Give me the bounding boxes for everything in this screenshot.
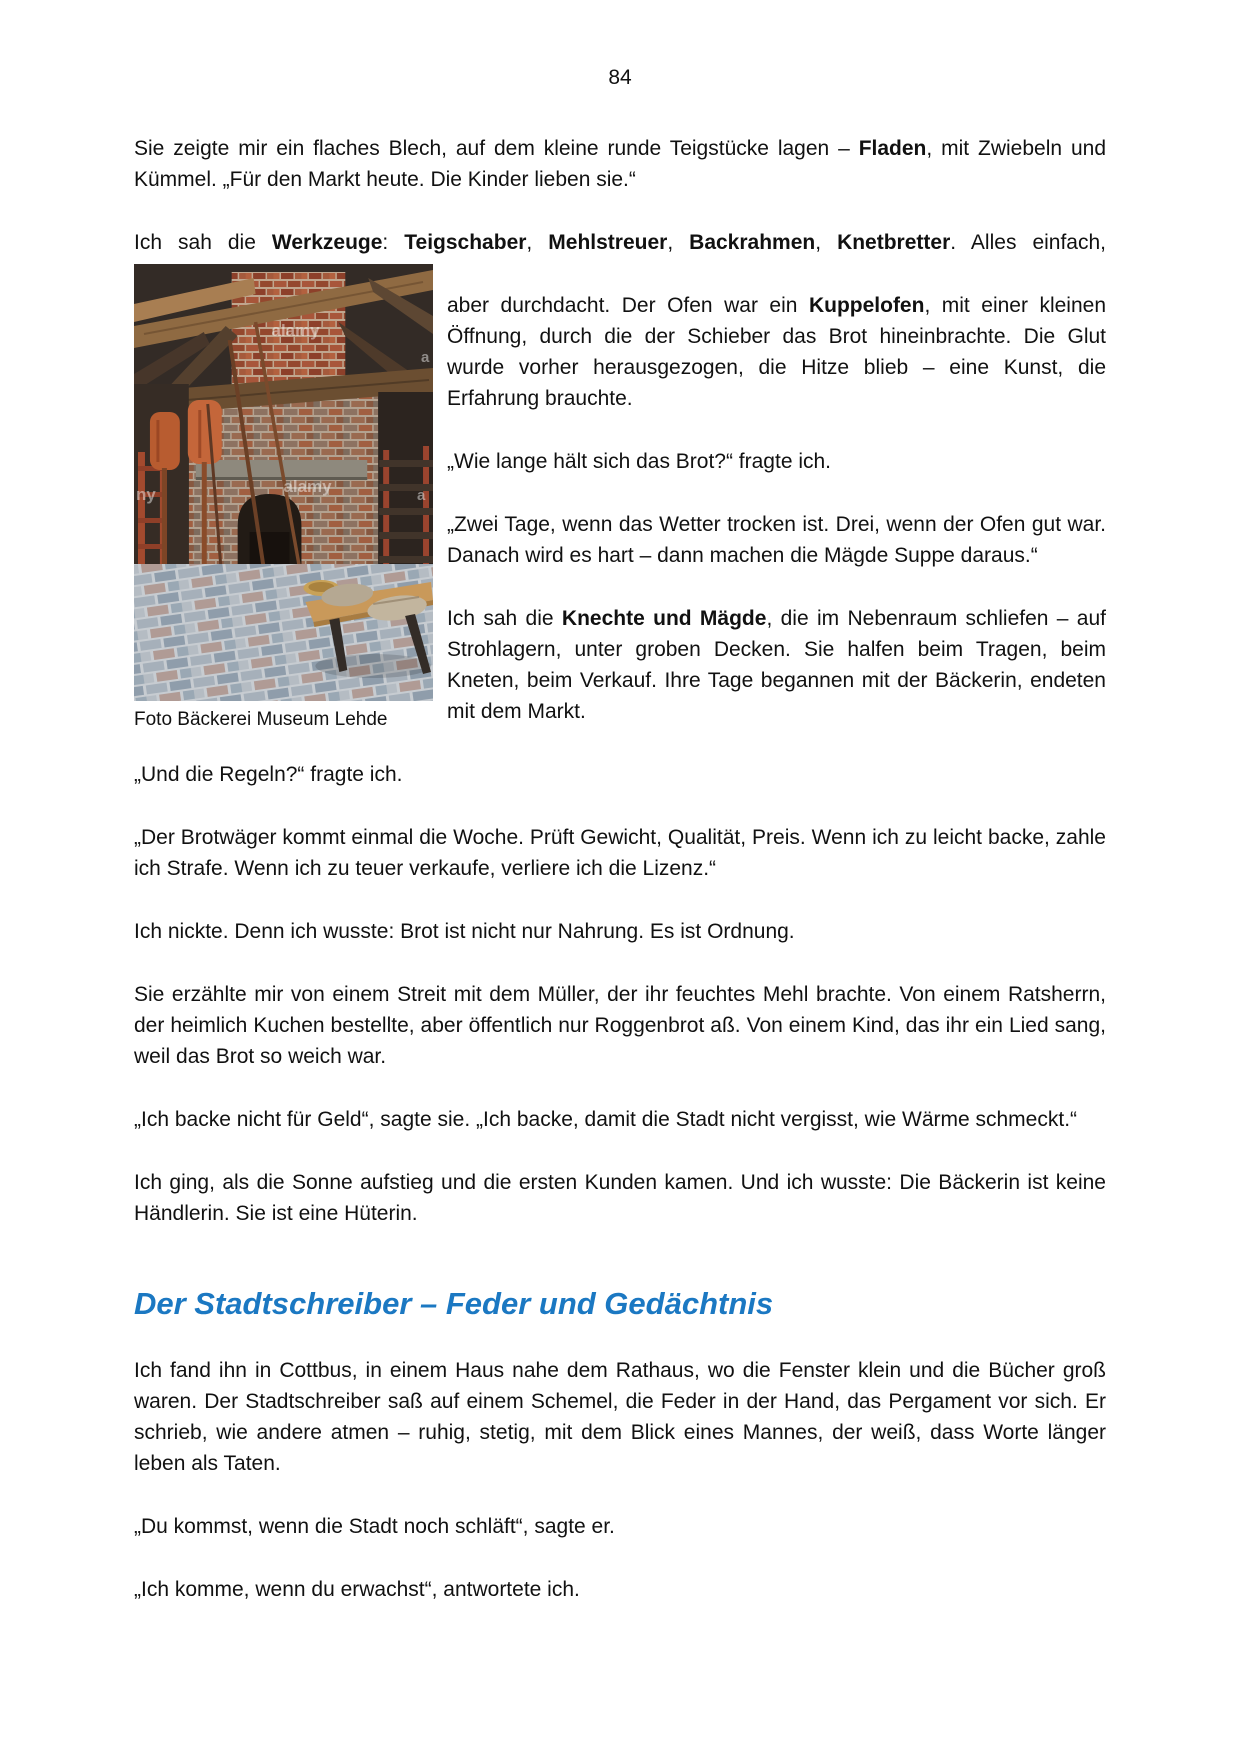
paragraph-brotwaeger: „Der Brotwäger kommt einmal die Woche. Prüft Gewicht, Qualität, Preis. Wenn ich zu leicht backe, zahle ich Strafe. Wenn ich zu teuer verkaufe, verliere ich die Lizenz.“ [134,826,1106,880]
paragraph-hueterin: Ich ging, als die Sonne aufstieg und die ersten Kunden kamen. Und ich wusste: Die Bäckerin ist keine Händlerin. Sie ist eine Hüterin. [134,1171,1106,1225]
watermark-letter: a [421,348,430,367]
paragraph-fladen: Sie zeigte mir ein flaches Blech, auf dem kleine runde Teigstücke lagen – Fladen, mit Zwiebeln und Kümmel. „Für den Markt heute. Die Kinder lieben sie.“ [134,137,1106,191]
watermark-letter: a [417,486,426,505]
paragraph-ich-komme: „Ich komme, wenn du erwachst“, antwortete ich. [134,1578,580,1601]
left-ladder-rack [134,384,189,569]
paragraph-zwei-tage: „Zwei Tage, wenn das Wetter trocken ist. Drei, wenn der Ofen gut war. Danach wird es hart – dann machen die Mägde Suppe daraus.“ [447,513,1106,567]
bakery-museum-photo [134,264,433,701]
paragraph-nicht-fuer-geld: „Ich backe nicht für Geld“, sagte sie. „Ich backe, damit die Stadt nicht vergisst, wie Wärme schmeckt.“ [134,1108,1078,1131]
watermark-partial: ny [135,484,156,505]
paragraph-kuppelofen: aber durchdacht. Der Ofen war ein Kuppelofen, mit einer kleinen Öffnung, durch die der Schieber das Brot hineinbrachte. Die Glut wurde vorher herausgezogen, die Hitze blieb – eine Kunst, die Erfahrung brauchte. [447,294,1106,410]
paragraph-knechte: Ich sah die Knechte und Mägde, die im Nebenraum schliefen – auf Strohlagern, unter groben Decken. Sie halfen beim Tragen, beim Kneten, beim Verkauf. Ihre Tage begannen mit der Bäckerin, endeten mit dem Markt. [447,607,1106,723]
paragraph-werkzeuge-line: Ich sah die Werkzeuge: Teigschaber, Mehlstreuer, Backrahmen, Knetbretter. Alles einfach, [134,231,1107,254]
paragraph-du-kommst: „Du kommst, wenn die Stadt noch schläft“, sagte er. [134,1515,615,1538]
watermark-text: alamy [283,476,332,497]
paragraph-question-brot: „Wie lange hält sich das Brot?“ fragte ich. [447,450,832,473]
paragraph-regeln-frage: „Und die Regeln?“ fragte ich. [134,763,403,786]
page-number: 84 [608,66,632,89]
brick-floor [134,564,433,701]
paragraph-streit: Sie erzählte mir von einem Streit mit dem Müller, der ihr feuchtes Mehl brachte. Von einem Ratsherrn, der heimlich Kuchen bestellte, aber öffentlich nur Roggenbrot aß. Von einem Kind, das ihr ein Lied sang, weil das Brot so weich war. [134,983,1106,1068]
photo-caption: Foto Bäckerei Museum Lehde [134,709,388,730]
paragraph-cottbus: Ich fand ihn in Cottbus, in einem Haus nahe dem Rathaus, wo die Fenster klein und die Bücher groß waren. Der Stadtschreiber saß auf einem Schemel, die Feder in der Hand, das Pergament vor sich. Er schrieb, wie andere atmen – ruhig, stetig, mit dem Blick eines Mannes, der weiß, dass Worte länger leben als Taten. [134,1359,1106,1475]
paragraph-ordnung: Ich nickte. Denn ich wusste: Brot ist nicht nur Nahrung. Es ist Ordnung. [134,920,795,943]
bakery-photo-figure [134,264,433,732]
section-heading-stadtschreiber: Der Stadtschreiber – Feder und Gedächtnis [134,1286,774,1321]
watermark-text: alamy [271,320,320,341]
